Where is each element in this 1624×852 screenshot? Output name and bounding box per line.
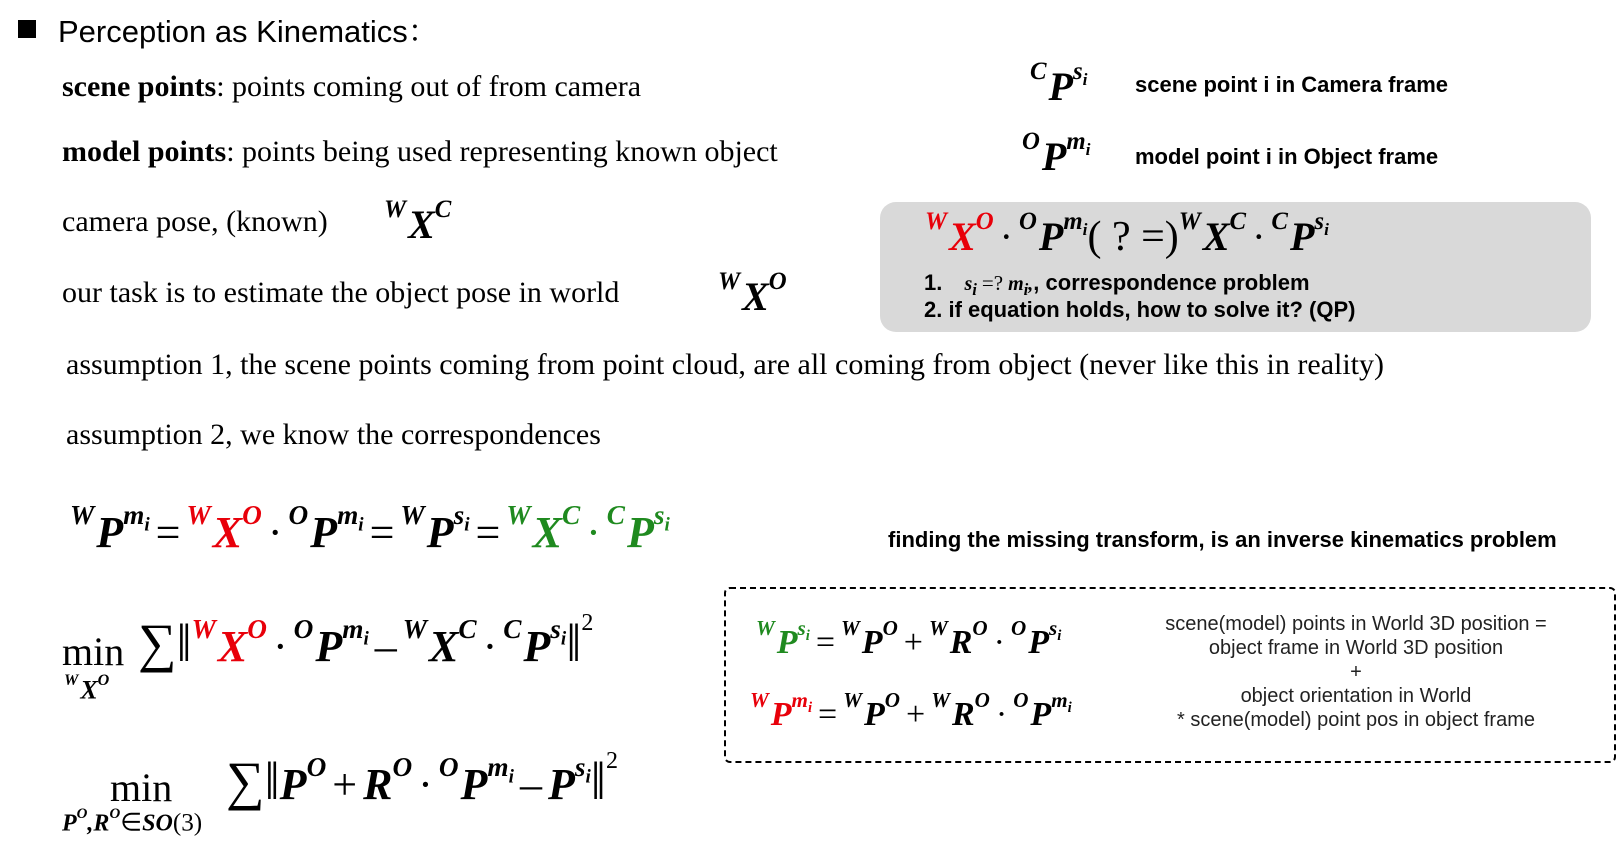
min-operator-2: min	[110, 765, 173, 810]
objective-1: $\sum‖^WX^O \cdot ^OP^{m_i} - ^WX^C$ · $^CP^{s_i}‖^2$	[138, 610, 594, 674]
min-subscript-1: $^WX^O$	[64, 672, 110, 705]
camera-pose-formula: $^WX^C$	[384, 196, 452, 248]
task-text: our task is to estimate the object pose in world	[62, 276, 620, 309]
slide-heading	[18, 6, 439, 51]
question-equation: $^WX^O \cdot ^OP^{m_i}$( ? $=)^WX^C \cdot ^CP^{s_i}$	[925, 208, 1329, 261]
model-point-symbol: $^OP^{m_i}$	[1022, 128, 1091, 180]
min-operator-1: min	[62, 629, 125, 674]
object-pose-formula: $^WX^O$	[718, 268, 787, 320]
correspondence-formula: $s_i$ =? $m_i$,	[964, 271, 1034, 299]
inverse-kinematics-label: finding the missing transform, is an inverse kinematics problem	[888, 527, 1557, 552]
scene-point-symbol: $^CP^{s_i}$	[1030, 58, 1088, 110]
assumption-1: assumption 1, the scene points coming from point cloud, are all coming from object (never like this in reality)	[66, 348, 1385, 381]
scene-points-definition: scene points: points coming out of from camera	[62, 70, 642, 103]
model-points-definition: model points: points being used representing known object	[62, 135, 778, 168]
equation-chain: $^WP^{m_i} = ^WX^O \cdot ^OP^{m_i} = ^WP^{s_i} = ^WX^C \cdot ^CP^{s_i}$	[70, 500, 670, 558]
model-point-label: model point i in Object frame	[1135, 144, 1439, 169]
objective-2: $\sum‖P^O + R^O \cdot ^OP^{m_i}$ – $P^{s_i}‖^2$	[226, 748, 618, 812]
assumption-2: assumption 2, we know the correspondences	[66, 418, 601, 451]
slide-title: Perception as Kinematics：	[58, 14, 439, 49]
model-point-world-equation: $^WP^{m_i} = ^WP^O + ^WR^O \cdot ^OP^{m_i}$	[750, 688, 1072, 733]
camera-pose-text: camera pose, (known)	[62, 205, 328, 238]
square-bullet-icon	[18, 20, 36, 38]
decomposition-note: scene(model) points in World 3D position = object frame in World 3D position + object orientation in World * scene(model) point pos in object frame	[1165, 613, 1547, 731]
min-subscript-2: $P^O,R^O\in SO(3)$	[62, 806, 203, 837]
question-item-2: 2. if equation holds, how to solve it? (QP)	[924, 297, 1356, 322]
scene-point-label: scene point i in Camera frame	[1135, 72, 1448, 97]
scene-point-world-equation: $^WP^{s_i} = ^WP^O + ^WR^O \cdot ^OP^{s_i}$	[756, 616, 1062, 661]
question-item-1: 1. $s_i$ =? $m_i$,, correspondence problem	[924, 270, 1310, 299]
